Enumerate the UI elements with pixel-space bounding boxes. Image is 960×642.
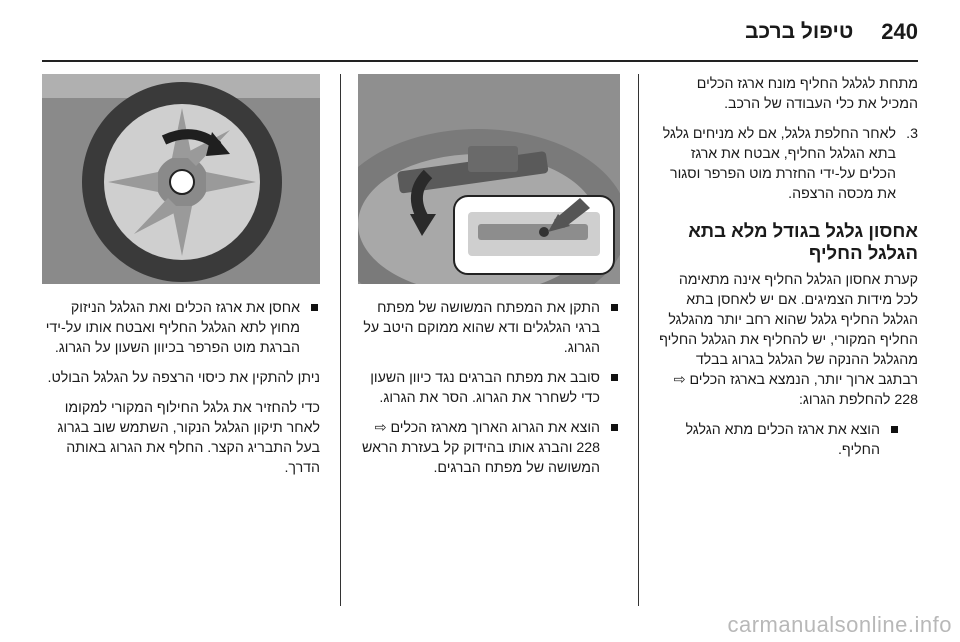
column-middle (358, 74, 620, 488)
bullet-text: הוצא את הגרוג הארוך מארגז הכלים ⇨ 228 והברג אותו בהידוק קל בעזרת הראש המשושה של מפתח הברגים. (362, 420, 600, 476)
paragraph-intro: מתחת לגלגל החליף מונח ארגז הכלים המכיל את כלי העבודה של הרכב. (696, 76, 918, 112)
bullet-item (656, 420, 900, 460)
paragraph-body: קערת אחסון הגלגל החליף אינה מתאימה לכל מידות הצמיגים. אם יש לאחסן בתא הגלגל החליף גלגל שהוא רחב יותר מהגלגל החליף המקורי, יש להחליף את הגלגל החליף מהגלגל ההנקה של הגלגל בגרוג בבלד רבתגב ארוך יותר, הנמצא בארגז הכלים ⇨ 228 להחלפת הגרוג: (659, 272, 918, 408)
bullet-text: התקן את המפתח המשושה של מפתח ברגי הגלגלים ודא שהוא ממוקם היטב על הגרוג. (363, 300, 600, 356)
section-heading: אחסון גלגל בגודל מלא בתא הגלגל החליף (688, 220, 918, 263)
wheel-figure-svg (42, 74, 320, 284)
column-left (42, 74, 320, 488)
trunk-jack-illustration (358, 74, 620, 284)
watermark-text: carmanualsonline.info (727, 612, 952, 637)
bullet-item (358, 368, 620, 408)
column-divider (340, 74, 341, 606)
column-divider (638, 74, 639, 606)
bullet-text: הוצא את ארגז הכלים מתא הגלגל החליף. (685, 422, 880, 458)
bullet-item (42, 298, 320, 358)
spare-wheel-illustration (42, 74, 320, 284)
page-title: טיפול ברכב (745, 20, 854, 43)
step-3 (656, 124, 918, 204)
jack-figure-svg (358, 74, 620, 284)
page-header (42, 14, 918, 50)
paragraph-1: ניתן להתקין את כיסוי הרצפה על הגלגל הבולט. (47, 370, 320, 386)
step-number: 3. (906, 126, 918, 142)
step-text: לאחר החלפת גלגל, אם לא מניחים גלגל בתא הגלגל החליף, אבטח את ארגז הכלים על-ידי החזרת מוט הפרפר וסגור את מכסה הרצפה. (662, 126, 896, 202)
bullet-item (358, 298, 620, 358)
bullet-item (358, 418, 620, 478)
column-right (656, 74, 918, 470)
bullet-text: סובב את מפתח הברגים נגד כיוון השעון כדי לשחרר את הגרוג. הסר את הגרוג. (370, 370, 600, 406)
paragraph-2: כדי להחזיר את גלגל החילוף המקורי למקומו לאחר תיקון הגלגל הנקור, השתמש שוב בגרוג בעל התבריג הקצר. החלף את הגרוג באותה הדרך. (57, 400, 320, 476)
bullet-text: אחסן את ארגז הכלים ואת הגלגל הניזוק מחוץ לתא הגלגל החליף ואבטח אותו על-ידי הברגת מוט הפרפר בכיוון השעון על הגרוג. (45, 300, 300, 356)
page-number: 240 (881, 19, 918, 44)
header-divider (42, 60, 918, 62)
